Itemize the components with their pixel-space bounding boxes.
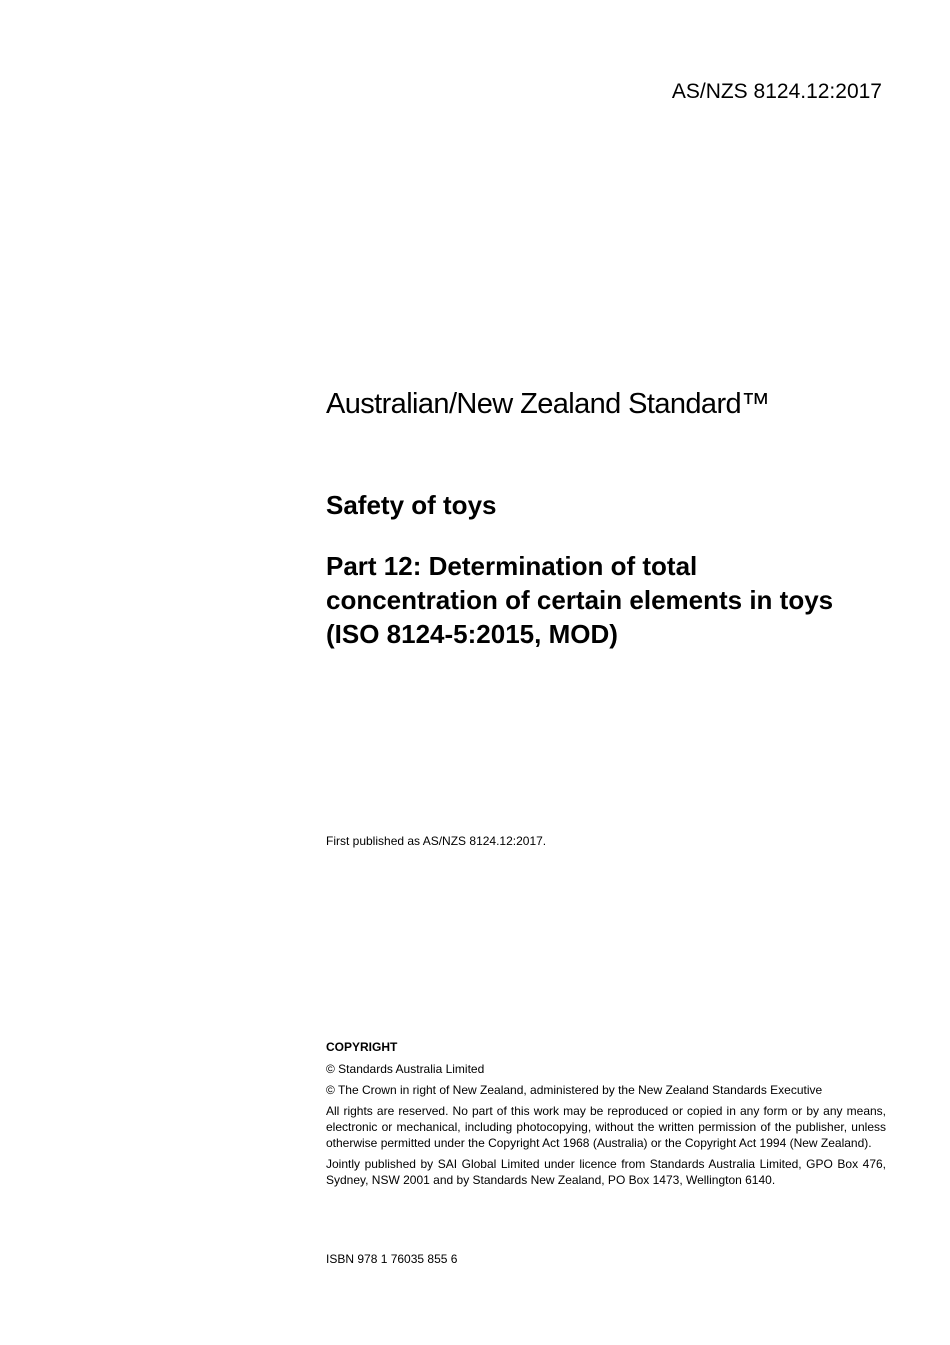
standard-heading: Australian/New Zealand Standard™: [326, 388, 770, 420]
first-published-note: First published as AS/NZS 8124.12:2017.: [326, 834, 547, 848]
copyright-new-zealand: © The Crown in right of New Zealand, administered by the New Zealand Standards Executive: [326, 1083, 823, 1097]
document-title: Safety of toys: [326, 490, 497, 520]
copyright-standards-australia: © Standards Australia Limited: [326, 1062, 485, 1076]
document-number: AS/NZS 8124.12:2017: [671, 80, 882, 103]
document-subtitle: Part 12: Determination of total concentration of certain elements in toys (ISO 8124-5:2015, MOD): [326, 551, 834, 649]
copyright-heading: COPYRIGHT: [326, 1040, 398, 1054]
copyright-block: [326, 1039, 886, 1193]
publisher-paragraph: Jointly published by SAI Global Limited under licence from Standards Australia Limited, GPO Box 476, Sydney, NSW 2001 and by Standards New Zealand, PO Box 1473, Wellington 6140.: [326, 1157, 886, 1187]
isbn: ISBN 978 1 76035 855 6: [326, 1252, 458, 1266]
rights-reserved-paragraph: All rights are reserved. No part of this work may be reproduced or copied in any form or by any means, electronic or mechanical, including photocopying, without the written permission of the publisher, unless otherwise permitted under the Copyright Act 1968 (Australia) or the Copyright Act 1994 (New Zealand).: [326, 1104, 886, 1150]
